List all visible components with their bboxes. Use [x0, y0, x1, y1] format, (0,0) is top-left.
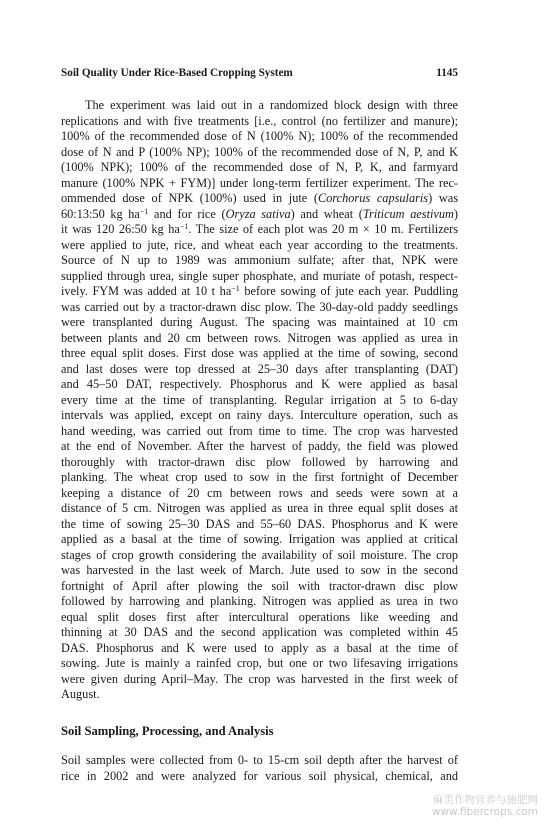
text-run: ) was	[428, 191, 458, 205]
text-line: (100% NPK); 100% of the recommended dose of N, P, K, and farmyard	[61, 160, 458, 174]
text-line: at the end of November. After the harvest of paddy, the field was plowed	[61, 439, 458, 453]
page-number: 1145	[436, 67, 458, 79]
text-line	[61, 191, 458, 207]
superscript: −1	[139, 206, 149, 216]
text-line: was carried out by a tractor-drawn disc plow. The 30-day-old paddy seedlings	[61, 299, 458, 314]
text-line: between plants and 20 cm between rows. Nitrogen was applied as urea in	[61, 330, 458, 345]
text-line: keeping a distance of 20 cm between rows and seeds were sown at a	[61, 485, 458, 500]
text-line: 100% of the recommended dose of N (100% N); 100% of the recommended	[61, 129, 458, 143]
watermark-line: 麻类作物营养与施肥网	[433, 794, 538, 806]
text-line	[61, 222, 458, 238]
text-line: three equal split doses. First dose was applied at the time of sowing, second	[61, 346, 458, 360]
text-line: Soil samples were collected from 0- to 15-cm soil depth after the harvest of	[61, 753, 458, 767]
text-run: ommended dose of NPK (100%) used in jute (	[61, 191, 318, 205]
methods-paragraph	[61, 98, 458, 703]
text-line: followed by harrowing and planking. Nitrogen was applied as urea in two	[61, 594, 458, 608]
text-line: sowing. Jute is mainly a rainfed crop, but one or two lifesaving irrigations	[61, 656, 458, 670]
text-line: August.	[61, 687, 100, 701]
text-line: were applied to jute, rice, and wheat each year according to the treatments.	[61, 237, 458, 252]
text-run: . The size of each plot was 20 m × 10 m. Fertilizers	[188, 222, 458, 236]
text-run: ively. FYM was added at 10 t ha	[61, 284, 232, 298]
running-head	[61, 66, 458, 80]
text-line	[61, 284, 458, 300]
text-line: replications and with five treatments [i.e., control (no fertilizer and manure);	[61, 113, 458, 128]
text-run: it was 120 26:50 kg ha	[61, 222, 180, 236]
text-line: and 45–50 DAT, respectively. Phosphorus and K were applied as basal	[61, 377, 458, 391]
text-line: DAS. Phosphorus and K were used to apply as a basal at the time of	[61, 640, 458, 655]
text-line: and last doses were top dressed at 25–30 days after transplanting (DAT)	[61, 361, 458, 376]
running-title: Soil Quality Under Rice-Based Cropping System	[61, 67, 293, 79]
text-line: Source of N up to 1989 was ammonium sulfate; after that, NPK were	[61, 253, 458, 267]
species-name: Triticum aestivum	[362, 206, 454, 221]
text-line: were transplanted during August. The spacing was maintained at 10 cm	[61, 315, 458, 329]
text-line: planking. The wheat crop used to sow in the first fortnight of December	[61, 470, 458, 484]
text-line: fortnight of April after plowing the soil with tractor-drawn disc plow	[61, 578, 458, 593]
text-line: thoroughly with tractor-drawn disc plow followed by harrowing and	[61, 454, 458, 469]
text-run: before sowing of jute each year. Puddling	[239, 284, 459, 298]
text-line: the time of sowing 25–30 DAS and 55–60 DAS. Phosphorus and K were	[61, 516, 458, 531]
text-run: 60:13:50 kg ha	[61, 206, 140, 221]
watermark-line: www.fibercrops.com	[431, 806, 538, 818]
superscript: −1	[231, 284, 240, 293]
text-line: stages of crop growth considering the availability of soil moisture. The crop	[61, 547, 458, 562]
species-name: Corchorus capsularis	[318, 191, 429, 205]
text-line: hand weeding, was carried out from time to time. The crop was harvested	[61, 423, 458, 438]
text-line: supplied through urea, single super phosphate, and muriate of potash, respect-	[61, 268, 458, 283]
species-name: Oryza sativa	[225, 206, 291, 221]
section-heading: Soil Sampling, Processing, and Analysis	[61, 724, 274, 738]
text-run: ) and wheat (	[290, 206, 363, 221]
superscript: −1	[179, 222, 189, 231]
sampling-paragraph	[61, 753, 458, 784]
text-line: applied as a basal at the time of sowing. Irrigation was applied at critical	[61, 532, 458, 546]
text-line: every time at the time of transplanting. Regular irrigation at 5 to 6-day	[61, 392, 458, 407]
watermark	[432, 794, 538, 818]
text-line: dose of N and P (100% NP); 100% of the recommended dose of N, P, and K	[61, 144, 458, 159]
text-run: and for rice (	[148, 206, 226, 221]
text-line: equal split doses first after intercultural operations like weeding and	[61, 609, 458, 624]
text-line: The experiment was laid out in a randomized block design with three	[85, 98, 458, 112]
text-line: rice in 2002 and were analyzed for various soil physical, chemical, and	[61, 768, 458, 783]
text-line: thinning at 30 DAS and the second application was completed within 45	[61, 625, 458, 639]
text-line: intervals was applied, except on rainy days. Interculture operation, such as	[61, 408, 458, 422]
text-line: distance of 5 cm. Nitrogen was applied as urea in three equal split doses at	[61, 501, 458, 515]
text-line: was harvested in the last week of March. Jute used to sow in the second	[61, 563, 458, 577]
text-line	[61, 207, 458, 223]
text-run: )	[453, 206, 459, 221]
text-line: were given during April–May. The crop was harvested in the first week of	[61, 671, 458, 686]
text-line: manure (100% NPK + FYM)] under long-term fertilizer experiment. The rec-	[61, 175, 458, 190]
